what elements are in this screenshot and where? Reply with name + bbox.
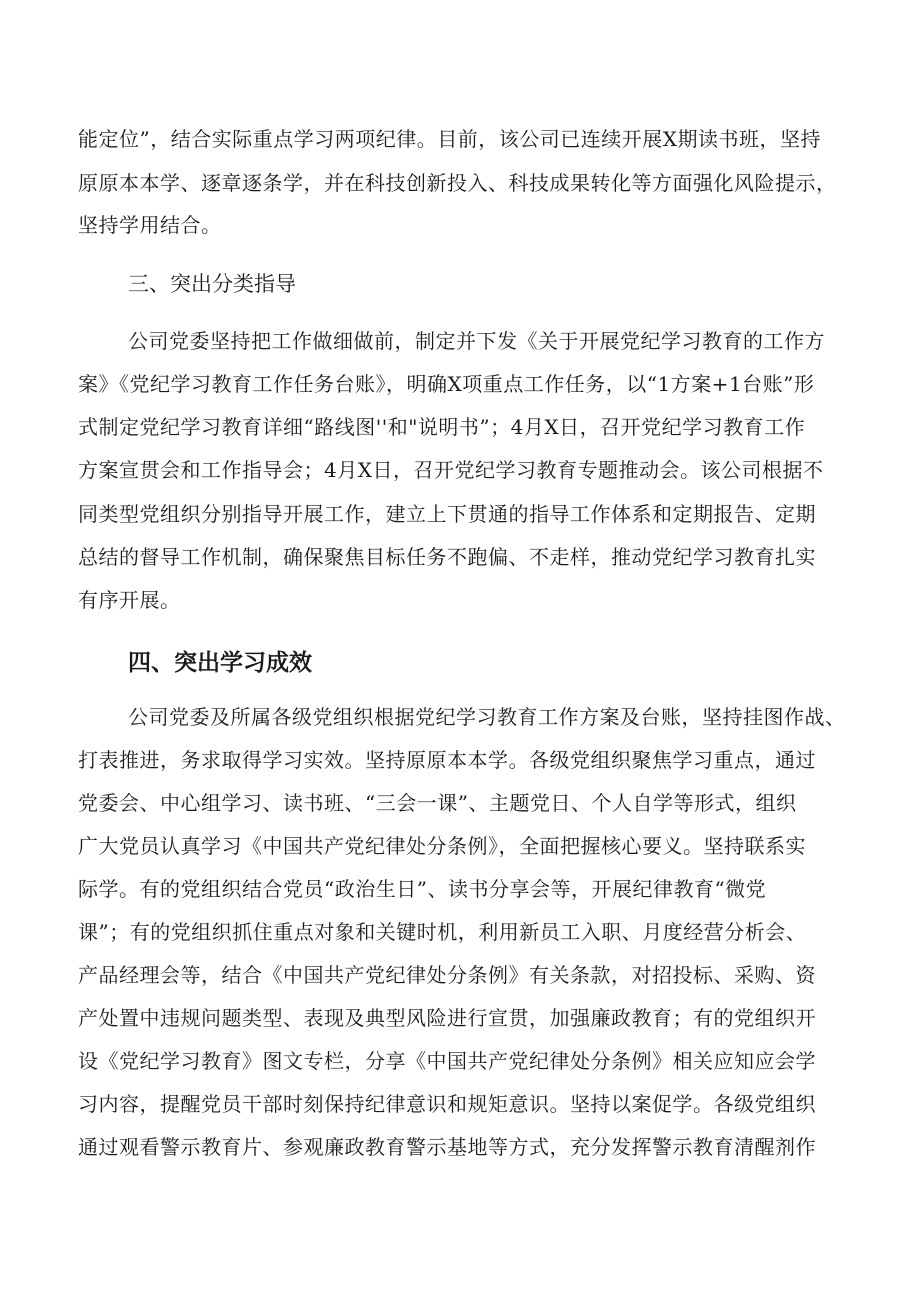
paragraph-line: 产品经理会等，结合《中国共产党纪律处分条例》有关条款，对招投标、采购、资 — [78, 963, 816, 987]
paragraph-line: 党委会、中心组学习、读书班、“三会一课”、主题党日、个人自学等形式，组织 — [78, 791, 797, 815]
paragraph-line: 式制定党纪学习教育详细“路线图''和"说明书”；4月X日，召开党纪学习教育工作 — [78, 415, 806, 439]
section-heading-3: 三、突出分类指导 — [128, 272, 296, 296]
paragraph-line: 习内容，提醒党员干部时刻保持纪律意识和规矩意识。坚持以案促学。各级党组织 — [78, 1092, 816, 1116]
paragraph-line: 打表推进，务求取得学习实效。坚持原原本本学。各级党组织聚焦学习重点，通过 — [78, 748, 816, 772]
paragraph-line: 坚持学用结合。 — [78, 213, 222, 237]
paragraph-line: 公司党委及所属各级党组织根据党纪学习教育工作方案及台账，坚持挂图作战、 — [128, 705, 846, 729]
paragraph-line: 总结的督导工作机制，确保聚焦目标任务不跑偏、不走样，推动党纪学习教育扎实 — [78, 545, 816, 569]
paragraph-line: 设《党纪学习教育》图文专栏，分享《中国共产党纪律处分条例》相关应知应会学 — [78, 1049, 816, 1073]
paragraph-line: 课”；有的党组织抓住重点对象和关键时机，利用新员工入职、月度经营分析会、 — [78, 920, 807, 944]
paragraph-line: 方案宣贯会和工作指导会；4月X日，召开党纪学习教育专题推动会。该公司根据不 — [78, 458, 824, 482]
paragraph-line: 广大党员认真学习《中国共产党纪律处分条例》，全面把握核心要义。坚持联系实 — [78, 834, 806, 858]
paragraph-line: 有序开展。 — [78, 588, 181, 612]
paragraph-line: 原原本本学、逐章逐条学，并在科技创新投入、科技成果转化等方面强化风险提示， — [78, 171, 837, 195]
section-heading-4: 四、突出学习成效 — [128, 650, 312, 676]
paragraph-line: 同类型党组织分别指导开展工作，建立上下贯通的指导工作体系和定期报告、定期 — [78, 502, 816, 526]
paragraph-line: 公司党委坚持把工作做细做前，制定并下发《关于开展党纪学习教育的工作方 — [128, 329, 825, 353]
paragraph-line: 案》《党纪学习教育工作任务台账》，明确X项重点工作任务，以“1方案+1台账”形 — [78, 372, 815, 396]
paragraph-line: 通过观看警示教育片、参观廉政教育警示基地等方式，充分发挥警示教育清醒剂作 — [78, 1135, 816, 1159]
paragraph-line: 际学。有的党组织结合党员“政治生日”、读书分享会等，开展纪律教育“微党 — [78, 877, 767, 901]
paragraph-line: 能定位”，结合实际重点学习两项纪律。目前，该公司已连续开展X期读书班，坚持 — [78, 127, 821, 151]
paragraph-line: 产处置中违规问题类型、表现及典型风险进行宣贯，加强廉政教育；有的党组织开 — [78, 1006, 816, 1030]
